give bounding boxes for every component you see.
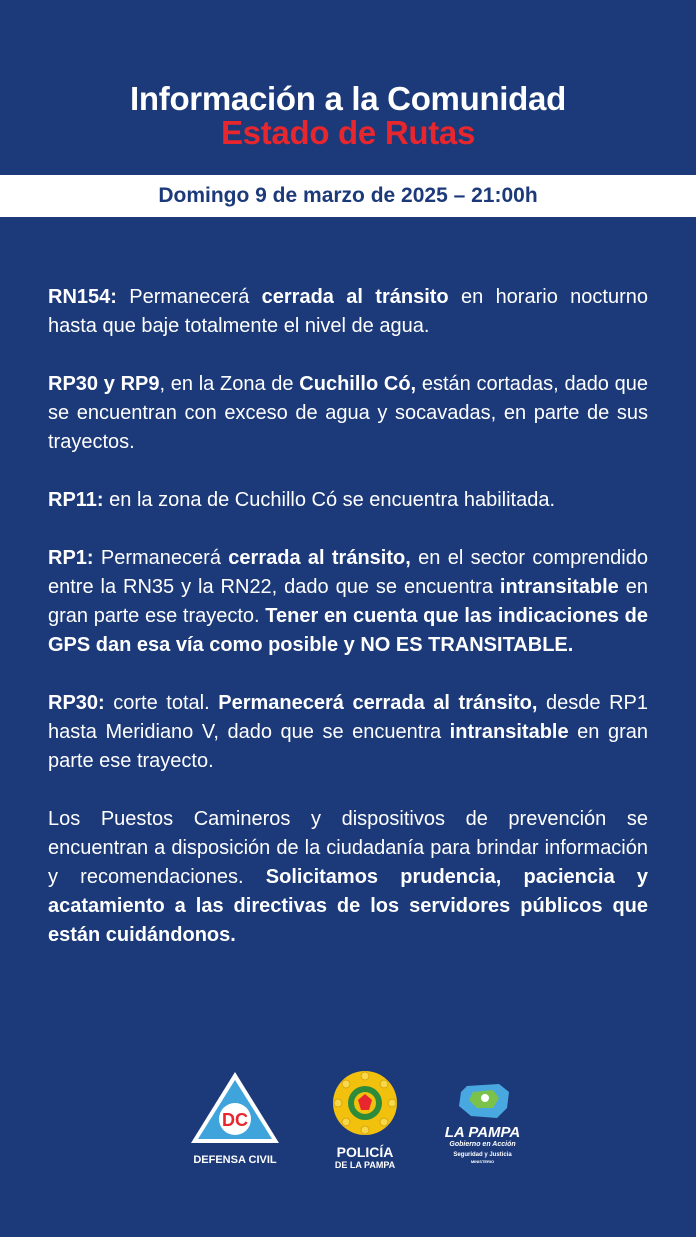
body-text: en la zona de Cuchillo Có se encuentra habilitada.: [103, 489, 555, 511]
body-text: en el sector comprendido entre la RN35 y la RN22, dado que se encuentra: [48, 547, 648, 598]
defensa-civil-caption: DEFENSA CIVIL: [193, 1154, 277, 1166]
date-banner: [0, 175, 696, 217]
route-status-paragraph: [48, 805, 648, 950]
emphasis-text: RN154:: [48, 286, 117, 308]
emphasis-text: cerrada al tránsito,: [228, 547, 411, 569]
la-pampa-caption: LA PAMPA: [444, 1124, 521, 1141]
emphasis-text: Solicitamos prudencia, paciencia y acatamiento a las directivas de los servidores públicos que están cuidándonos.: [48, 866, 649, 946]
emphasis-text: RP30 y RP9: [48, 373, 160, 395]
policia-subcaption: DE LA PAMPA: [334, 1160, 396, 1170]
body-text: Permanecerá: [116, 286, 262, 308]
defensa-civil-triangle-icon: [189, 1070, 281, 1145]
defensa-civil-logo: [185, 1070, 285, 1166]
body-text: están cortadas, dado que se encuentran con exceso de agua y socavadas, en parte de sus trayectos.: [48, 373, 649, 453]
police-badge-icon: [332, 1070, 398, 1136]
body-text: corte total.: [104, 692, 219, 714]
date-text: Domingo 9 de marzo de 2025 – 21:00h: [158, 184, 538, 207]
body-text: Los Puestos Camineros y dispositivos de prevención se encuentran a disposición de la ciudadanía para brindar información y recomendaciones.: [48, 808, 648, 888]
route-status-paragraph: [48, 689, 648, 776]
emphasis-text: RP30:: [48, 692, 105, 714]
title-text: Información a la Comunidad: [130, 80, 566, 117]
policia-caption: POLICÍA: [336, 1144, 394, 1160]
emphasis-text: Tener en cuenta que las indicaciones de GPS dan esa vía como posible y NO ES TRANSITABLE.: [48, 605, 648, 656]
la-pampa-map-icon: [453, 1082, 513, 1120]
emphasis-text: Permanecerá cerrada al tránsito,: [218, 692, 538, 714]
emphasis-text: intransitable: [449, 721, 569, 743]
emphasis-text: RP1:: [48, 547, 94, 569]
body-text: en horario nocturno hasta que baje totalmente el nivel de agua.: [48, 286, 648, 337]
route-status-paragraph: [48, 283, 648, 341]
emphasis-text: intransitable: [499, 576, 619, 598]
subtitle-text: Estado de Rutas: [220, 114, 476, 151]
body-text: Permanecerá: [93, 547, 229, 569]
la-pampa-ministry-label: MINISTERIO: [470, 1159, 495, 1164]
route-status-list: [48, 283, 648, 979]
logos-footer: [0, 1070, 696, 1170]
emphasis-text: RP11:: [48, 489, 104, 511]
la-pampa-logo: [430, 1082, 535, 1165]
la-pampa-tagline: Gobierno en Acción: [449, 1141, 516, 1148]
dc-mark: DC: [222, 1110, 248, 1130]
body-text: en gran parte ese trayecto.: [48, 576, 648, 627]
emphasis-text: Cuchillo Có,: [299, 373, 417, 395]
route-status-paragraph: [48, 486, 648, 515]
body-text: en gran parte ese trayecto.: [48, 721, 648, 772]
page-title: [0, 80, 696, 152]
body-text: , en la Zona de: [159, 373, 300, 395]
body-text: desde RP1 hasta Meridiano V, dado que se encuentra: [48, 692, 649, 743]
policia-logo: [320, 1070, 410, 1171]
route-status-paragraph: [48, 370, 648, 457]
la-pampa-ministry: Seguridad y Justicia: [453, 1152, 512, 1158]
emphasis-text: cerrada al tránsito: [261, 286, 449, 308]
route-status-paragraph: [48, 544, 648, 660]
